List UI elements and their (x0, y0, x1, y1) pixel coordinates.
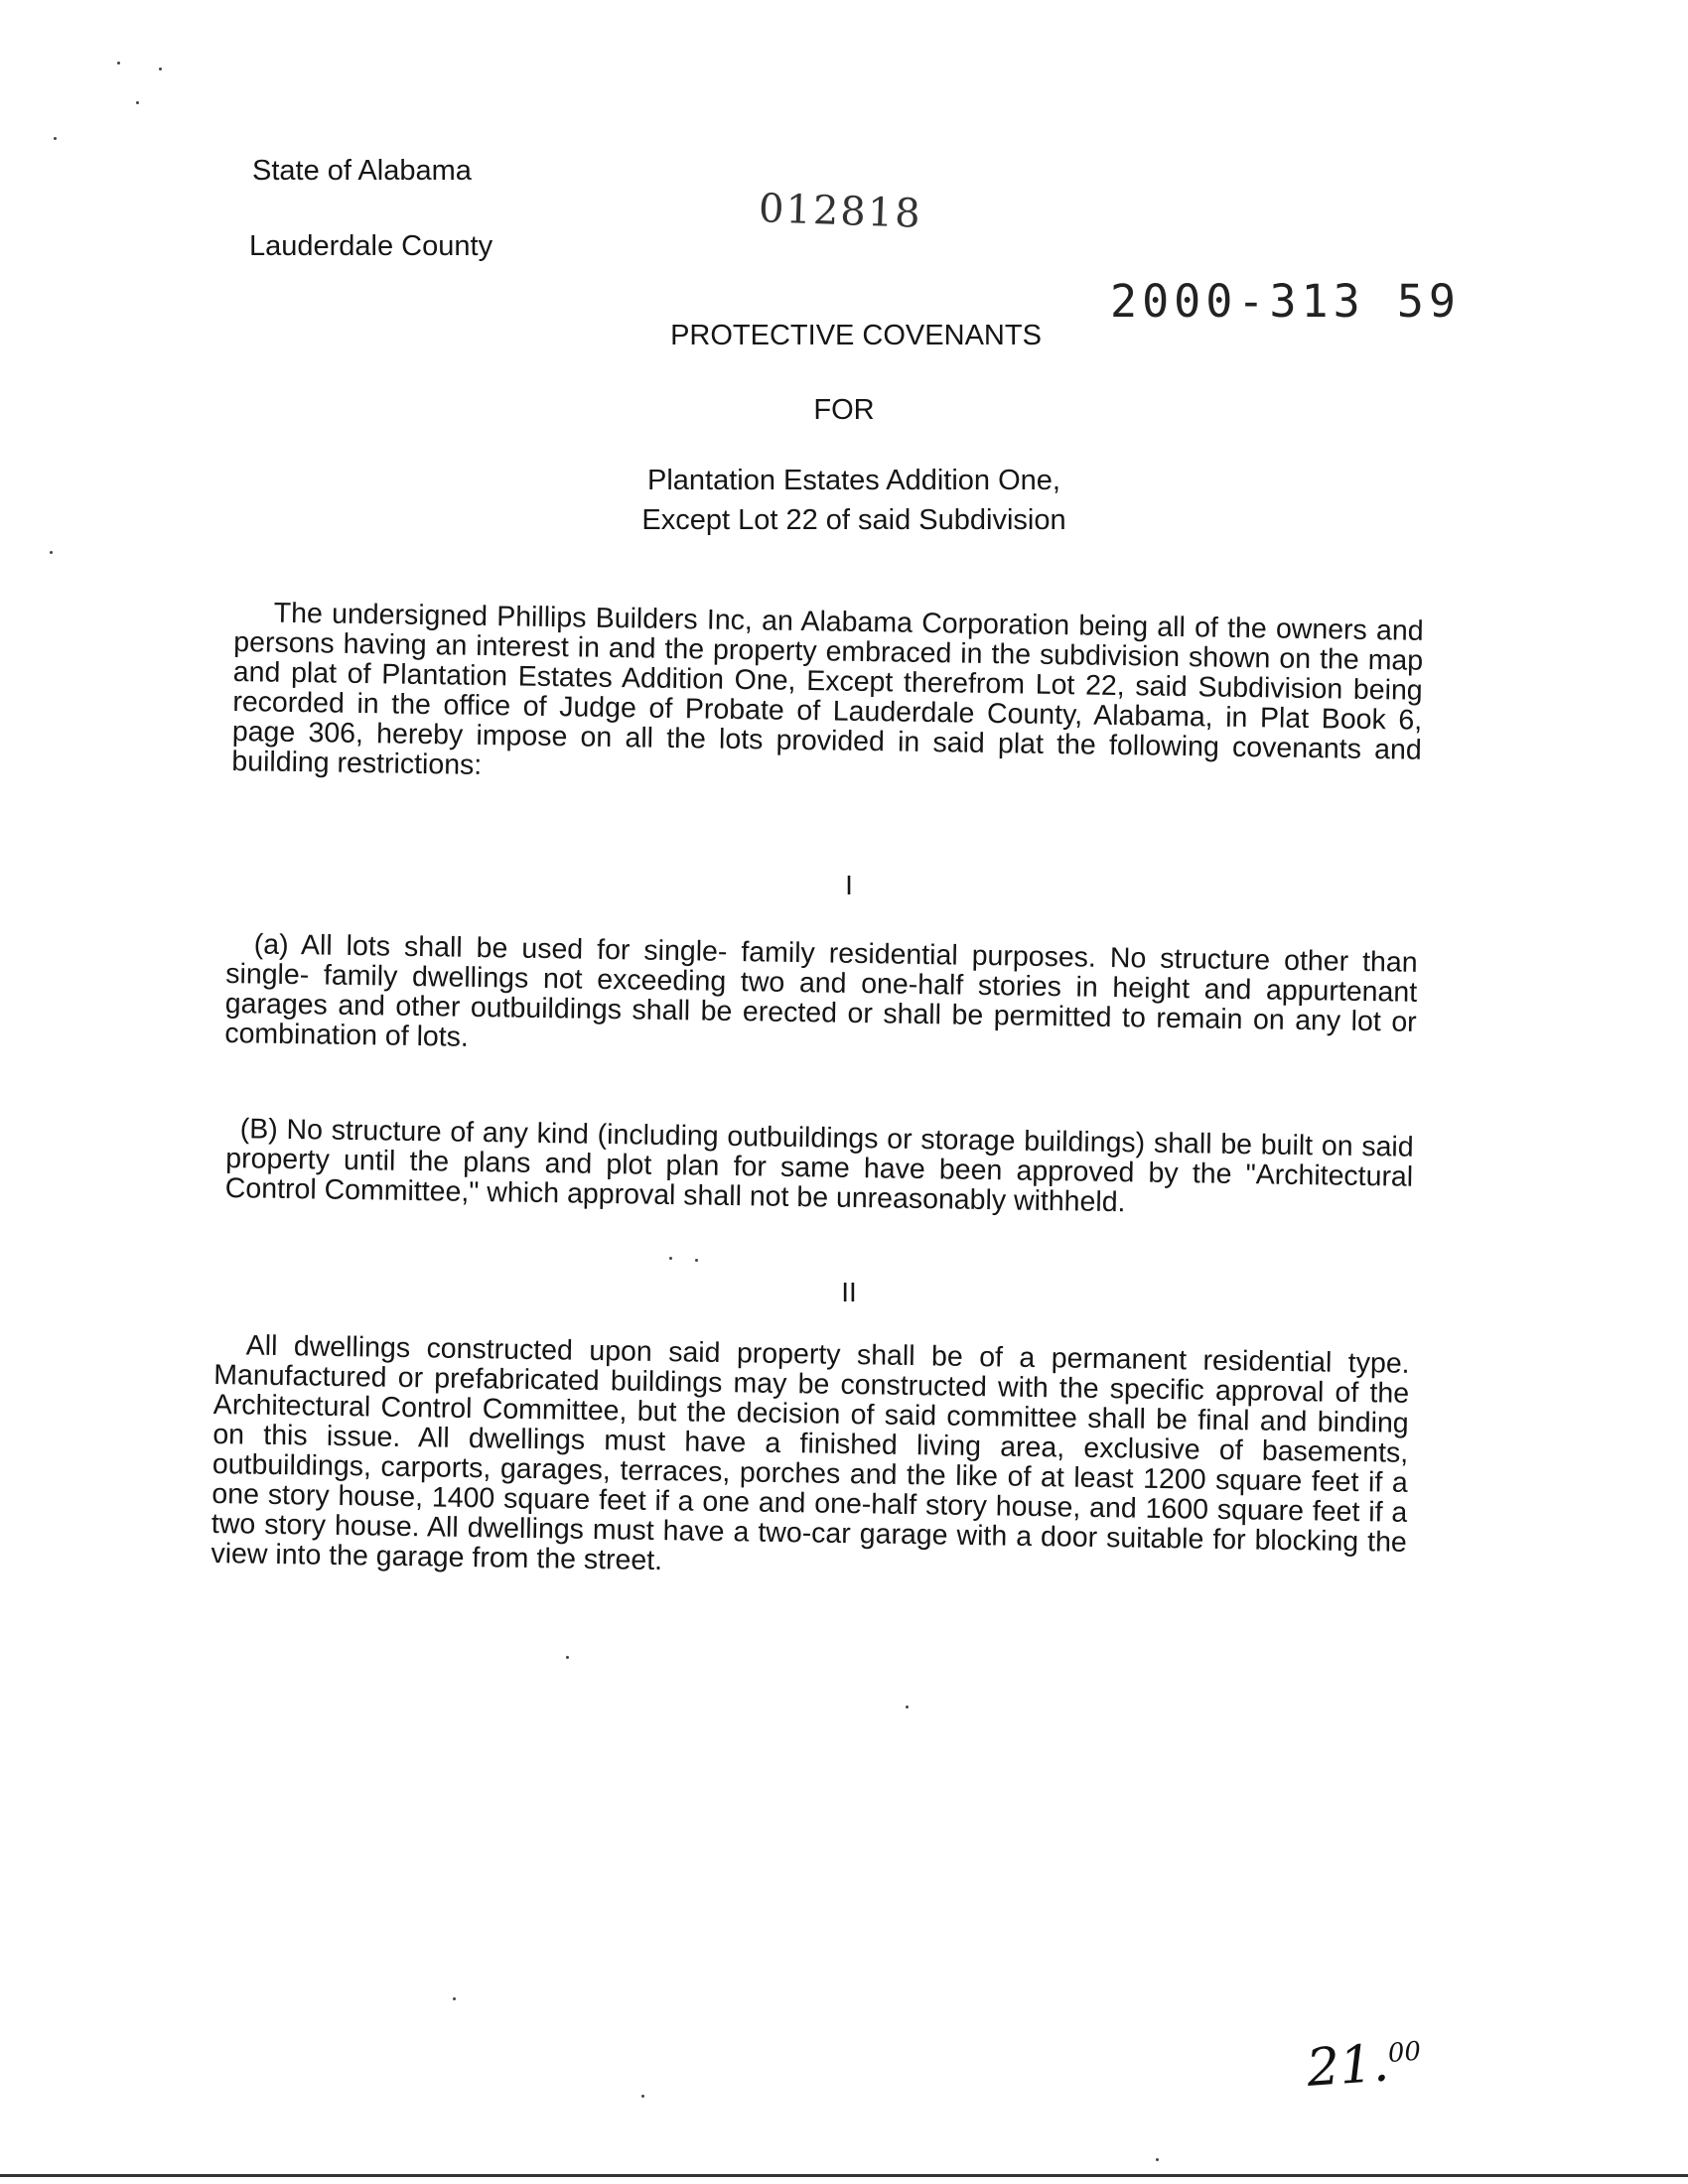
scan-speck (136, 101, 139, 104)
scan-speck (566, 1656, 569, 1659)
scan-speck (1156, 2158, 1159, 2161)
scan-speck (54, 137, 57, 140)
scan-bottom-edge (0, 2174, 1688, 2177)
section-number: II (841, 1277, 857, 1307)
subdivision-name: Plantation Estates Addition One, (647, 465, 1060, 496)
title-for: FOR (813, 394, 875, 426)
fee-amount: 21. (1305, 2033, 1391, 2099)
scan-speck (669, 1257, 672, 1260)
scan-speck (695, 1259, 698, 1262)
fee-cents: 00 (1386, 2036, 1423, 2069)
state-label: State of Alabama (252, 155, 472, 187)
paragraph-b: (B) No structure of any kind (including outbuildings or storage buildings) shall be built on said property until the plans and plot plan for same have been approved by the "Architectural Control Committee," which approval shall not be unreasonably withheld. (224, 1113, 1414, 1219)
stamp-number: 012818 (758, 186, 923, 237)
scan-speck (159, 68, 162, 70)
handwritten-fee (1305, 2031, 1424, 2099)
section-number: I (845, 870, 853, 900)
scan-speck (453, 1997, 456, 2000)
document-title: PROTECTIVE COVENANTS (670, 320, 1042, 351)
paragraph-a: (a) All lots shall be used for single- family residential purposes. No structure other than single- family dwellings not exceeding two and one-half stories in height and appurtenant garages and other outbuildings shall be erected or shall be permitted to remain on any lot or combination of lots. (224, 928, 1418, 1053)
scan-speck (117, 62, 120, 65)
scan-speck (906, 1706, 909, 1708)
subdivision-exception: Except Lot 22 of said Subdivision (641, 504, 1066, 536)
record-number: 2000-313 59 (1110, 275, 1462, 328)
intro-paragraph: The undersigned Phillips Builders Inc, an Alabama Corporation being all of the owners and persons having an interest in and the property embraced in the subdivision shown on the map and plat of Plantation Estates Addition One, Except therefrom Lot 22, said Subdivision being recorded in the office of Judge of Probate of Lauderdale County, Alabama, in Plat Book 6, page 306, hereby impose on all the lots provided in said plat the following covenants and building restrictions: (231, 597, 1424, 781)
scan-speck (50, 551, 53, 554)
paragraph-dwellings: All dwellings constructed upon said property shall be of a permanent residential type. Manufactured or prefabricated buildings may be constructed with the specific approval of the Architectural Control Committee, but the decision of said committee shall be final and binding on this issue. All dwellings must have a finished living area, exclusive of basements, outbuildings, carports, garages, terraces, porches and the like of at least 1200 square feet if a one story house, 1400 square feet if a one and one-half story house, and 1600 square feet if a two story house. All dwellings must have a two-car garage with a door suitable for blocking the view into the garage from the street. (211, 1329, 1410, 1577)
scan-speck (641, 2095, 644, 2098)
county-label: Lauderdale County (249, 230, 493, 262)
